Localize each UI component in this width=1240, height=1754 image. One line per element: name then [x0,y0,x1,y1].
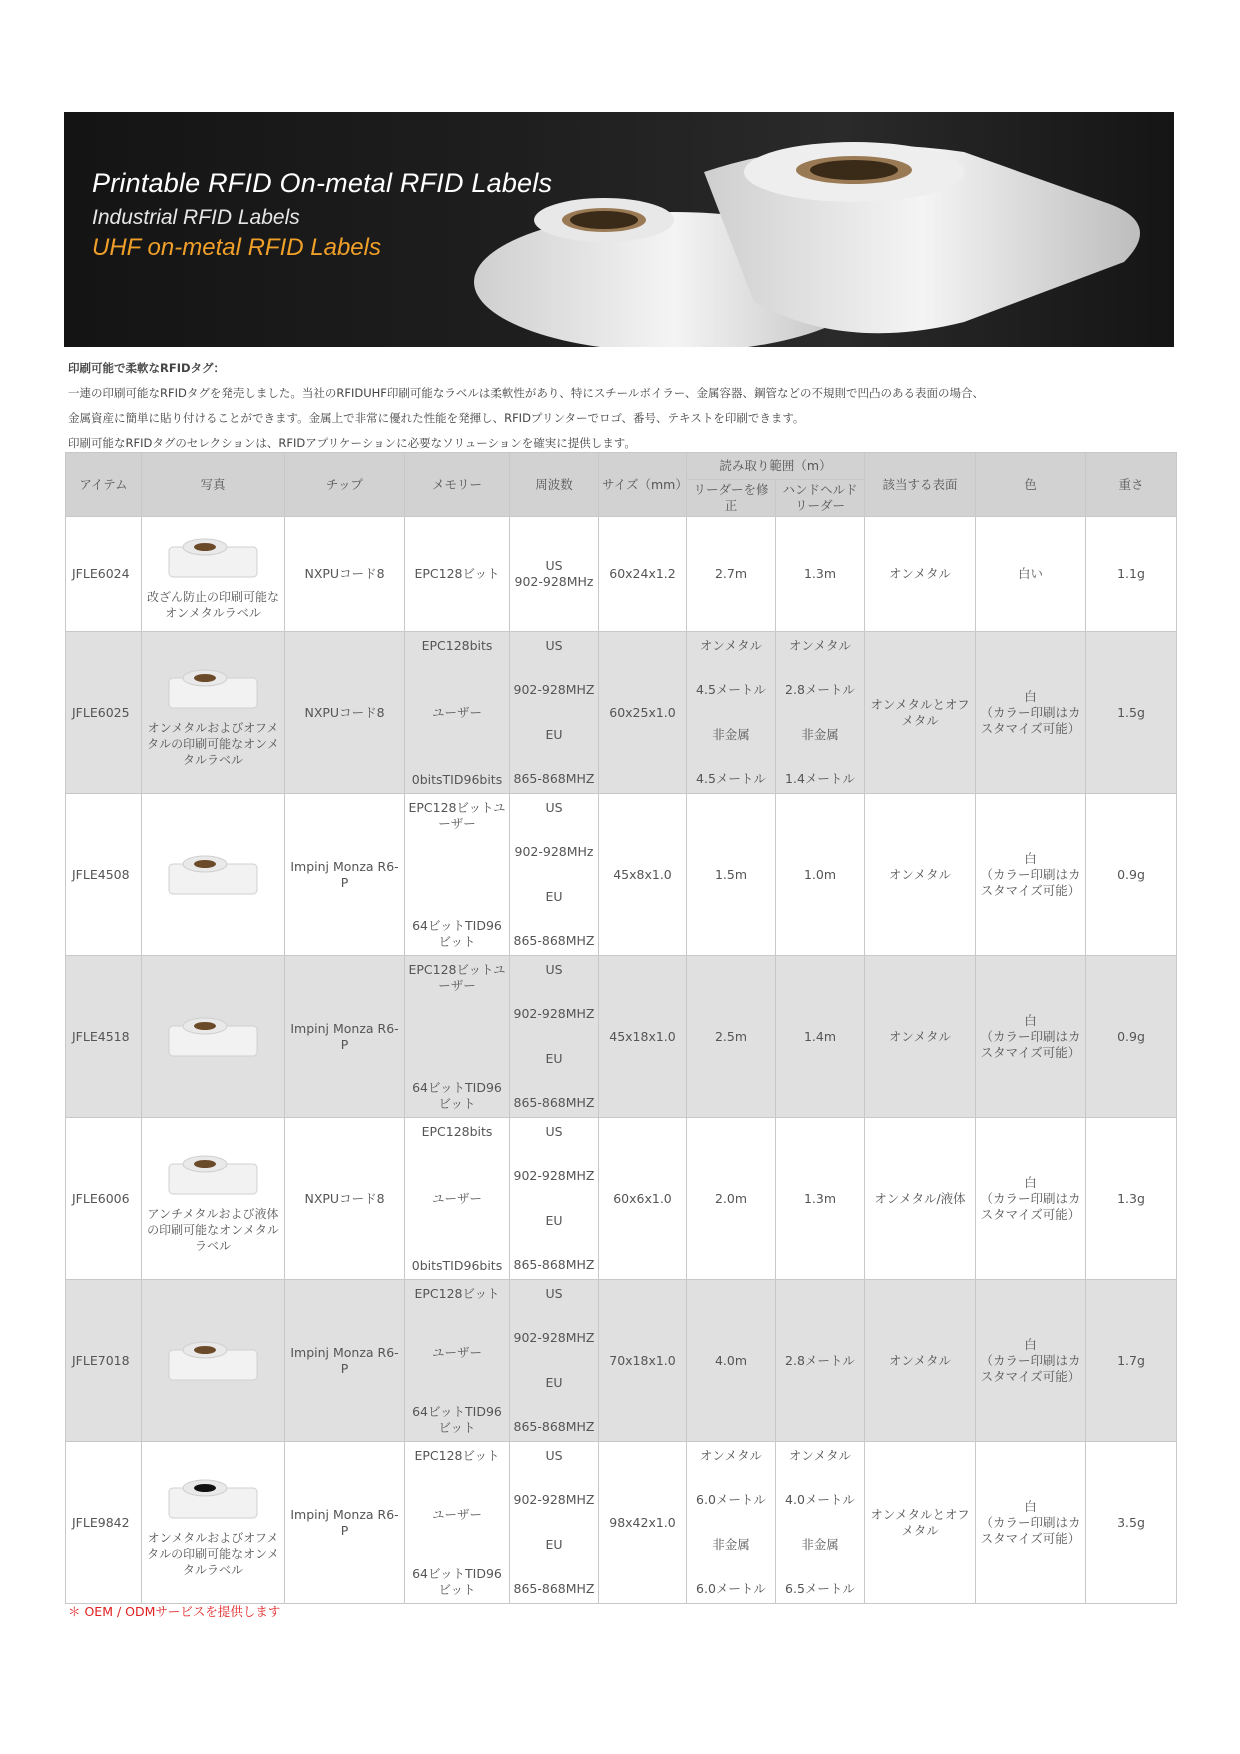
surface-cell: オンメタル [888,566,952,581]
hero-title: Printable RFID On-metal RFID Labels [92,168,553,198]
oem-note: ＊ OEM / ODMサービスを提供します [68,1604,281,1619]
label-roll-photo [165,1474,261,1526]
frequency-line: US [545,799,563,815]
header-photo: 写真 [142,453,285,517]
handheld-reader-range-line: 1.3m [803,566,837,581]
table-row [66,1442,1177,1604]
color-line: 白 [1024,1336,1037,1352]
frequency-line: US [545,1447,563,1463]
handheld-reader-range-line: 4.0メートル [785,1492,855,1508]
item-code: JFLE7018 [72,1352,130,1368]
frequency-line: US [545,1285,563,1301]
memory-line: EPC128ビット [414,566,500,581]
header-fixed-reader: リーダーを修正 [687,480,776,517]
fixed-reader-range-line: 4.5メートル [696,771,766,787]
table-row [66,794,1177,956]
size-cell: 45x8x1.0 [613,866,672,882]
weight-cell: 1.3g [1117,1190,1145,1206]
fixed-reader-range-line: 6.0メートル [696,1581,766,1597]
size-cell: 45x18x1.0 [609,1028,676,1044]
item-code: JFLE6006 [72,1190,130,1206]
table-row [66,956,1177,1118]
color-line: 白 [1024,1174,1037,1190]
photo-caption: オンメタルおよびオフメタルの印刷可能なオンメタルラベル [147,720,279,767]
color-line: （カラー印刷はカスタマイズ可能） [980,1190,1081,1222]
intro-text [68,356,1168,456]
chip-cell: Impinj Monza R6-P [290,1344,399,1376]
fixed-reader-range-line: 4.5メートル [696,682,766,698]
header-item: アイテム [66,453,142,517]
frequency-line: US [545,637,563,653]
memory-line: EPC128ビット [414,1285,500,1301]
size-cell: 98x42x1.0 [609,1514,676,1530]
chip-cell: Impinj Monza R6-P [290,858,399,890]
header-handheld-reader: ハンドヘルドリーダー [776,480,865,517]
frequency-line: 865-868MHZ [513,1095,595,1111]
memory-line: ユーザー [431,1190,482,1206]
intro-paragraph-1: 一連の印刷可能なRFIDタグを発売しました。当社のRFIDUHF印刷可能なラベルは柔軟性があり、特にスチールボイラー、金属容器、鋼管などの不規則で凹凸のある表面の場合、 [68,386,984,400]
color-line: （カラー印刷はカスタマイズ可能） [980,704,1081,736]
memory-line: 64ビットTID96ビット [412,1403,502,1435]
memory-line: 64ビットTID96ビット [412,1565,502,1597]
frequency-line: EU [545,1374,563,1390]
hero-subtitle: Industrial RFID Labels [92,206,300,229]
fixed-reader-range-line: オンメタル [699,1447,763,1463]
handheld-reader-range-line: 1.0m [803,866,837,882]
item-code: JFLE6024 [72,566,130,581]
fixed-reader-range-line: 1.5m [714,866,748,882]
photo-caption: オンメタルおよびオフメタルの印刷可能なオンメタルラベル [147,1530,279,1577]
handheld-reader-range-line: 2.8メートル [785,682,855,698]
color-line: 白い [1017,566,1043,581]
weight-cell: 1.7g [1117,1352,1145,1368]
item-code: JFLE9842 [72,1514,130,1530]
frequency-line: 865-868MHZ [513,1419,595,1435]
frequency-line: 865-868MHZ [513,1581,595,1597]
handheld-reader-range-line: オンメタル [788,1447,852,1463]
size-cell: 60x6x1.0 [613,1190,672,1206]
size-cell: 70x18x1.0 [609,1352,676,1368]
color-line: 白 [1024,688,1037,704]
header-read-range: 読み取り範囲（m） [687,453,865,480]
surface-cell: オンメタル [888,1352,952,1368]
frequency-line: EU [545,1050,563,1066]
header-frequency: 周波数 [510,453,599,517]
label-roll-photo [165,1150,261,1202]
table-row [66,1118,1177,1280]
frequency-line: EU [545,1536,563,1552]
memory-line: EPC128bits [421,1123,493,1139]
handheld-reader-range-line: 1.3m [803,1190,837,1206]
frequency-line: EU [545,1212,563,1228]
memory-line: 0bitsTID96bits [411,771,503,787]
fixed-reader-range-line: 非金属 [712,1536,750,1552]
hero-highlight: UHF on-metal RFID Labels [92,234,381,261]
weight-cell: 1.1g [1117,566,1145,581]
chip-cell: NXPUコード8 [304,704,385,720]
color-line: 白 [1024,1498,1037,1514]
chip-cell: NXPUコード8 [304,566,385,581]
label-roll-photo [165,1336,261,1388]
memory-line: EPC128ビットユーザー [408,961,506,993]
label-roll-photo [165,664,261,716]
header-chip: チップ [285,453,405,517]
handheld-reader-range-line: 2.8メートル [785,1352,855,1368]
surface-cell: オンメタルとオフメタル [870,696,970,728]
weight-cell: 3.5g [1117,1514,1145,1530]
intro-paragraph-3: 印刷可能なRFIDタグのセレクションは、RFIDアプリケーションに必要なソリューションを確実に提供します。 [68,436,636,450]
fixed-reader-range-line: 2.0m [714,1190,748,1206]
memory-line: ユーザー [431,1344,482,1360]
photo-caption: 改ざん防止の印刷可能なオンメタルラベル [146,590,279,620]
color-line: （カラー印刷はカスタマイズ可能） [980,1514,1081,1546]
header-surface: 該当する表面 [865,453,976,517]
memory-line: 0bitsTID96bits [411,1257,503,1273]
label-roll-photo [165,533,261,585]
fixed-reader-range-line: 非金属 [712,726,750,742]
table-row [66,632,1177,794]
intro-paragraph-2: 金属資産に簡単に貼り付けることができます。金属上で非常に優れた性能を発揮し、RFIDプリンターでロゴ、番号、テキストを印刷できます。 [68,411,805,425]
frequency-line: 902-928MHZ [513,1330,595,1346]
header-color: 色 [976,453,1086,517]
intro-heading: 印刷可能で柔軟なRFIDタグ： [68,361,226,375]
color-line: （カラー印刷はカスタマイズ可能） [980,1028,1081,1060]
weight-cell: 1.5g [1117,704,1145,720]
frequency-line: EU [545,726,563,742]
chip-cell: Impinj Monza R6-P [290,1506,399,1538]
item-code: JFLE6025 [72,704,130,720]
fixed-reader-range-line: オンメタル [699,637,763,653]
memory-line: EPC128bits [421,637,493,653]
weight-cell: 0.9g [1117,1028,1145,1044]
handheld-reader-range-line: 非金属 [801,726,839,742]
memory-line: EPC128ビットユーザー [408,799,506,831]
memory-line: EPC128ビット [414,1447,500,1463]
surface-cell: オンメタル [888,866,952,882]
item-code: JFLE4518 [72,1028,130,1044]
color-line: （カラー印刷はカスタマイズ可能） [980,1352,1081,1384]
handheld-reader-range-line: 1.4メートル [785,771,855,787]
frequency-line: US [545,961,563,977]
spec-table [65,452,1177,1604]
handheld-reader-range-line: 1.4m [803,1028,837,1044]
header-weight: 重さ [1086,453,1177,517]
surface-cell: オンメタルとオフメタル [870,1506,970,1538]
frequency-line: 902-928MHZ [513,1492,595,1508]
frequency-line: US [545,1123,563,1139]
surface-cell: オンメタル/液体 [874,1190,966,1206]
spec-table-body [66,517,1177,1604]
frequency-line: 865-868MHZ [513,771,595,787]
frequency-line: 902-928MHZ [513,682,595,698]
table-row [66,517,1177,632]
handheld-reader-range-line: 6.5メートル [785,1581,855,1597]
fixed-reader-range-line: 2.5m [714,1028,748,1044]
memory-line: ユーザー [431,704,482,720]
surface-cell: オンメタル [888,1028,952,1044]
size-cell: 60x24x1.2 [609,566,676,581]
frequency-line: 902-928MHz [514,574,594,589]
chip-cell: NXPUコード8 [304,1190,385,1206]
frequency-line: 865-868MHZ [513,1257,595,1273]
memory-line: ユーザー [431,1506,482,1522]
frequency-line: 902-928MHz [514,844,594,860]
fixed-reader-range-line: 6.0メートル [696,1492,766,1508]
hero-banner [64,112,1174,347]
frequency-line: 902-928MHZ [513,1006,595,1022]
frequency-line: EU [545,888,563,904]
label-roll-photo [165,1012,261,1064]
frequency-line: US [545,558,563,573]
header-memory: メモリー [405,453,510,517]
color-line: 白 [1024,1012,1037,1028]
fixed-reader-range-line: 4.0m [714,1352,748,1368]
weight-cell: 0.9g [1117,866,1145,882]
table-row [66,1280,1177,1442]
photo-caption: アンチメタルおよび液体の印刷可能なオンメタルラベル [147,1206,279,1253]
memory-line: 64ビットTID96ビット [412,1079,502,1111]
memory-line: 64ビットTID96ビット [412,917,502,949]
item-code: JFLE4508 [72,866,130,882]
color-line: 白 [1024,850,1037,866]
header-size: サイズ（mm） [599,453,687,517]
fixed-reader-range-line: 2.7m [714,566,748,581]
handheld-reader-range-line: オンメタル [788,637,852,653]
label-roll-photo [165,850,261,902]
frequency-line: 865-868MHZ [513,933,595,949]
handheld-reader-range-line: 非金属 [801,1536,839,1552]
frequency-line: 902-928MHZ [513,1168,595,1184]
color-line: （カラー印刷はカスタマイズ可能） [980,866,1081,898]
size-cell: 60x25x1.0 [609,704,676,720]
chip-cell: Impinj Monza R6-P [290,1020,399,1052]
